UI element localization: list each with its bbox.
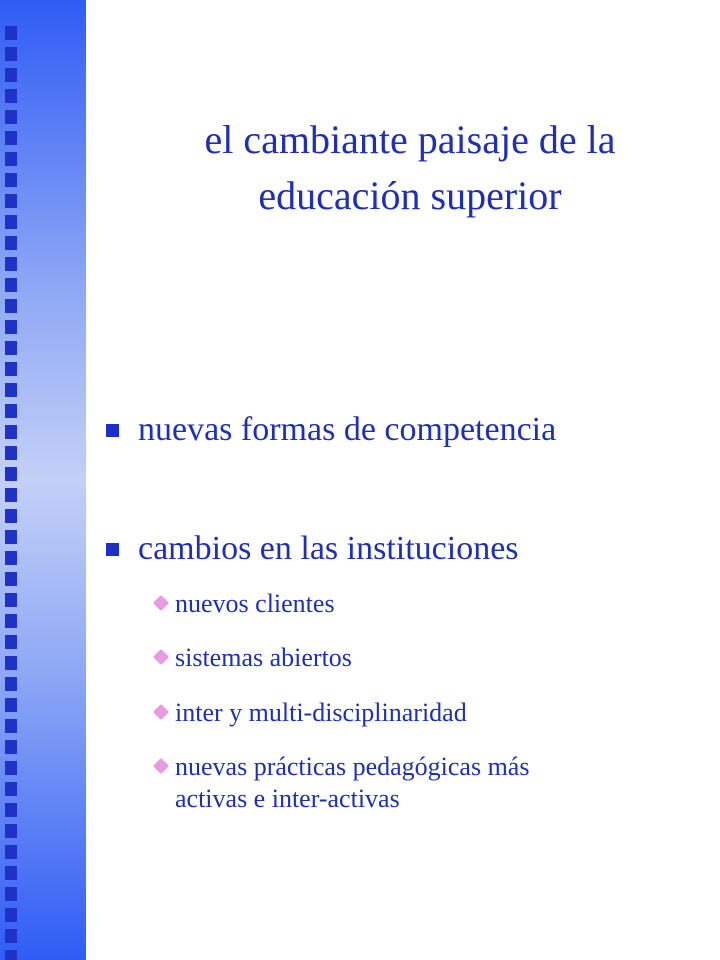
- bullet-item: [106, 410, 556, 450]
- sub-bullet-text: nuevos clientes: [175, 589, 335, 618]
- square-bullet-icon: [106, 543, 119, 556]
- sub-bullet-line-1: nuevas prácticas pedagógicas más: [175, 752, 530, 781]
- bullet-item: [106, 529, 519, 569]
- diamond-bullet-icon: [153, 642, 175, 674]
- sub-bullet-line-2: activas e inter-activas: [175, 784, 400, 813]
- title-line-2: educación superior: [258, 173, 562, 218]
- sub-bullet-text: [175, 751, 695, 815]
- bullet-text: cambios en las instituciones: [138, 530, 519, 567]
- square-bullet-icon: [106, 424, 119, 437]
- sub-bullet-text: sistemas abiertos: [175, 643, 352, 672]
- sidebar-decoration: [0, 0, 86, 960]
- slide-title: [90, 112, 720, 224]
- bullet-text: nuevas formas de competencia: [138, 411, 557, 448]
- sub-bullet-item: [153, 751, 695, 815]
- sub-bullet-item: [153, 697, 467, 729]
- diamond-bullet-icon: [153, 588, 175, 620]
- title-line-1: el cambiante paisaje de la: [204, 117, 616, 162]
- diamond-bullet-icon: [153, 697, 175, 729]
- sub-bullet-item: [153, 642, 352, 674]
- sub-bullet-text: inter y multi-disciplinaridad: [175, 698, 467, 727]
- sidebar-dashed-border: [5, 26, 17, 960]
- diamond-bullet-icon: [153, 751, 175, 783]
- sub-bullet-item: [153, 588, 335, 620]
